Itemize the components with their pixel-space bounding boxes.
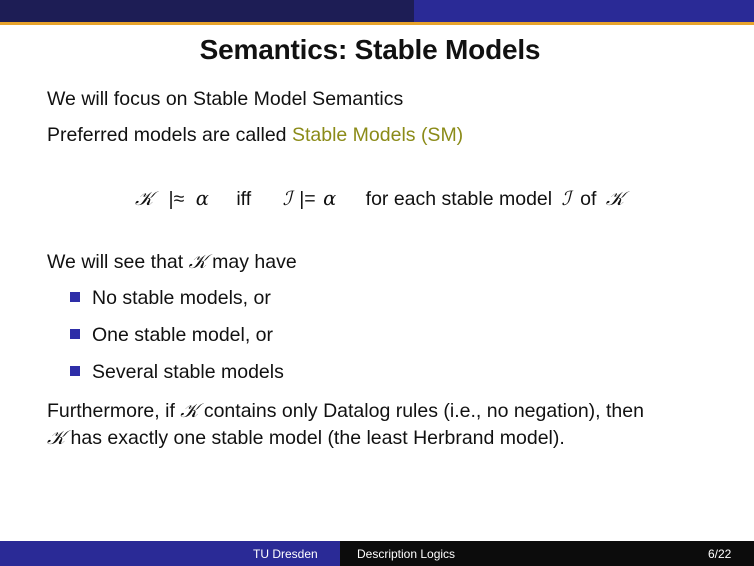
alpha-symbol-2: α xyxy=(323,187,337,210)
bullet-text: One stable model, or xyxy=(92,324,274,346)
bullet-square-icon xyxy=(70,292,80,302)
of-text: of xyxy=(580,188,597,210)
cautious-entails-symbol: |≈ xyxy=(168,188,185,210)
footer-page-number: 6/22 xyxy=(708,547,732,561)
kb-symbol-5: 𝒦 xyxy=(47,426,66,449)
bullet-text: Several stable models xyxy=(92,361,284,383)
bullet-text: No stable models, or xyxy=(92,287,271,309)
furthermore-prefix: Furthermore, if xyxy=(47,400,181,422)
list-item xyxy=(70,322,273,349)
stable-models-highlight: Stable Models (SM) xyxy=(291,124,464,146)
intro-line xyxy=(47,86,403,113)
list-item xyxy=(70,359,284,386)
models-symbol: |= xyxy=(299,188,316,210)
interpretation-symbol: ℐ xyxy=(282,187,292,210)
bullet-square-icon xyxy=(70,366,80,376)
definition-formula xyxy=(135,185,624,213)
for-each-text: for each stable model xyxy=(365,188,553,210)
least-model-line xyxy=(47,424,565,452)
header-accent-rule xyxy=(0,22,754,25)
list-item xyxy=(70,285,271,312)
slide-title: Semantics: Stable Models xyxy=(199,34,541,65)
bullet-square-icon xyxy=(70,329,80,339)
footer-course-title: Description Logics xyxy=(357,547,456,561)
least-model-text: has exactly one stable model (the least Herbrand model). xyxy=(65,427,565,449)
header-bar-left xyxy=(0,0,414,22)
preferred-text: Preferred models are called xyxy=(47,124,292,146)
alpha-symbol: α xyxy=(195,187,209,210)
intro-text: We will focus on Stable Model Semantics xyxy=(47,88,404,110)
kb-symbol: 𝒦 xyxy=(135,187,154,210)
footer-institution: TU Dresden xyxy=(253,547,318,561)
kb-symbol-3: 𝒦 xyxy=(188,250,207,273)
kb-symbol-2: 𝒦 xyxy=(605,187,624,210)
iff-text: iff xyxy=(236,188,252,210)
interpretation-symbol-2: ℐ xyxy=(561,187,571,210)
preferred-line xyxy=(47,122,463,149)
header-bar-right xyxy=(414,0,754,22)
may-have-line xyxy=(47,248,297,276)
may-have-suffix: may have xyxy=(206,251,297,273)
may-have-prefix: We will see that xyxy=(47,251,189,273)
furthermore-line xyxy=(47,397,644,425)
furthermore-suffix: contains only Datalog rules (i.e., no negation), then xyxy=(198,400,644,422)
kb-symbol-4: 𝒦 xyxy=(180,399,199,422)
